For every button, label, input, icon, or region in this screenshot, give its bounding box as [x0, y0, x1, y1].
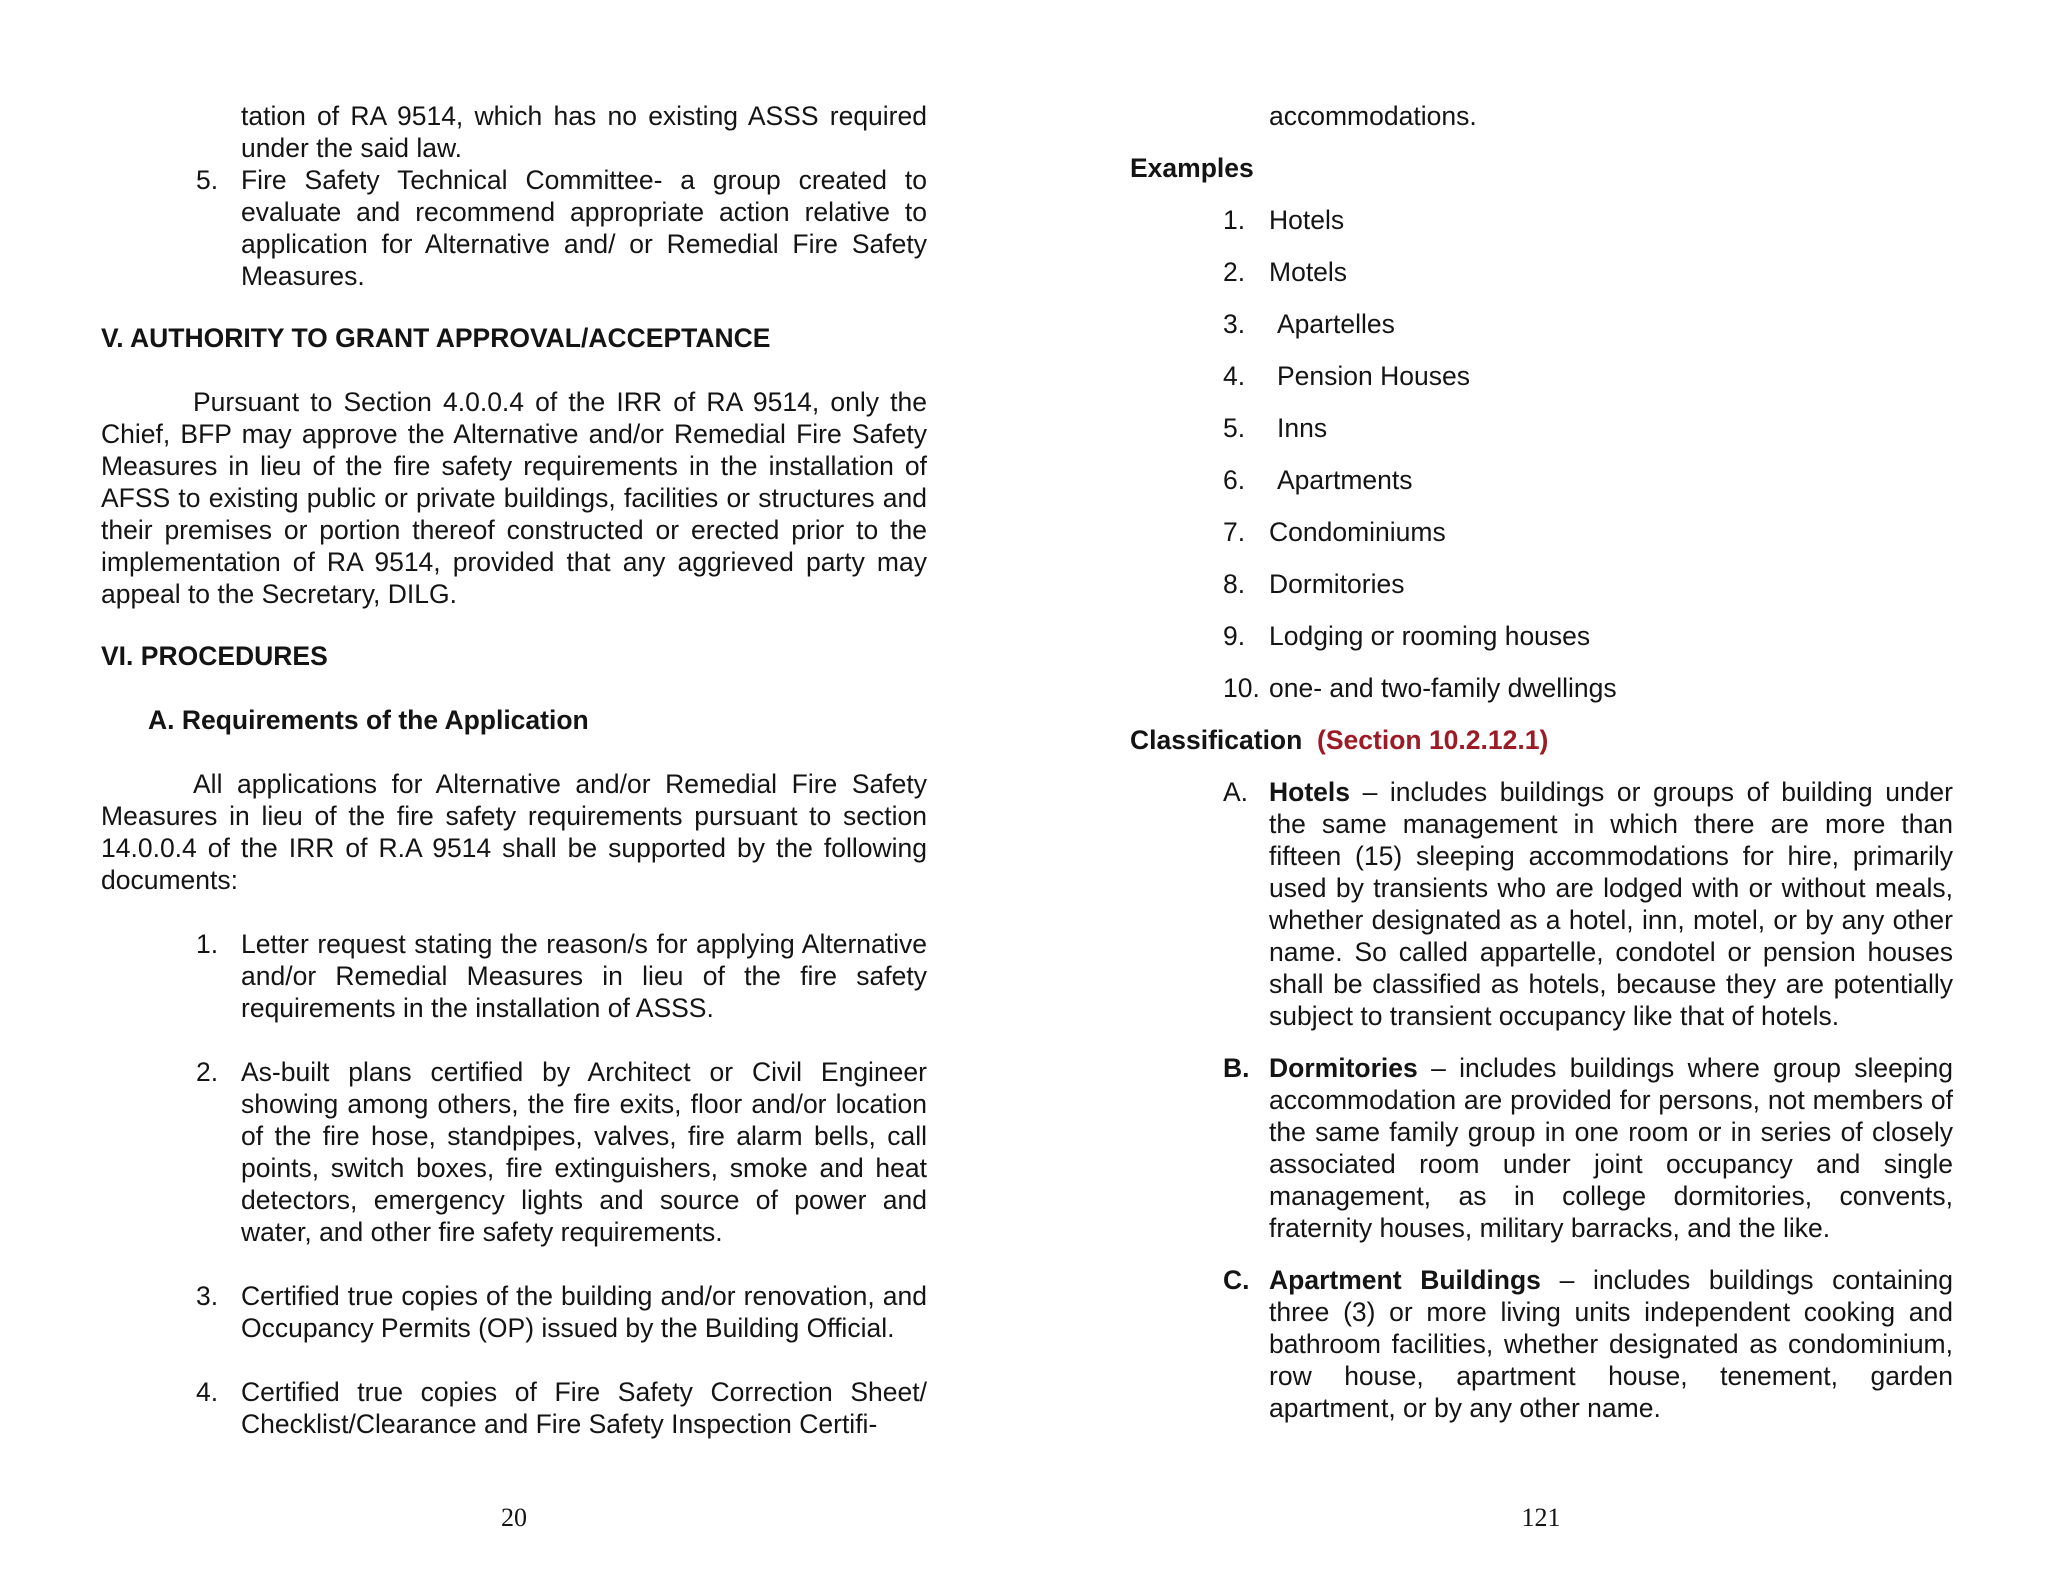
list-text: Apartelles	[1277, 309, 1395, 339]
list-item	[1130, 256, 1953, 288]
examples-list	[1130, 204, 1953, 704]
list-letter: C.	[1223, 1265, 1250, 1295]
list-text: Inns	[1277, 413, 1328, 443]
requirements-list	[101, 928, 927, 1440]
list-number: 6.	[1223, 465, 1246, 495]
list-number: 2.	[196, 1057, 219, 1087]
list-text: Letter request stating the reason/s for applying Alternative and/or Remedial Measures in lieu of the fire safety requirements in the installation of ASSS.	[241, 929, 927, 1023]
class-term: Apartment Buildings	[1269, 1265, 1541, 1295]
classification-item	[1130, 1264, 1953, 1424]
list-number: 4.	[196, 1377, 219, 1407]
list-text: Dormitories	[1269, 569, 1405, 599]
subsection-a-heading: A. Requirements of the Application	[148, 705, 589, 735]
class-description: – includes buildings or groups of building under the same management in which there are more than fifteen (15) sleeping accommodations for hire, primarily used by transients who are lodged with or without meals, whether designated as a hotel, inn, motel, or by any other name. So called appartelle, condotel or pension houses shall be classified as hotels, because they are potentially subject to transient occupancy like that of hotels.	[1269, 777, 1953, 1031]
list-number: 8.	[1223, 569, 1246, 599]
list-item	[1130, 672, 1953, 704]
carryover-text: accommodations.	[1269, 101, 1477, 131]
list-item-5	[101, 164, 927, 292]
list-item	[101, 1280, 927, 1344]
list-number: 2.	[1223, 257, 1246, 287]
class-term: Hotels	[1269, 777, 1350, 807]
list-item	[1130, 464, 1953, 496]
section-v-paragraph: Pursuant to Section 4.0.0.4 of the IRR of RA 9514, only the Chief, BFP may approve the Alternative and/or Remedial Fire Safety Measures in lieu of the fire safety requirements in the installation of AFSS to existing public or private buildings, facilities or structures and their premises or portion thereof constructed or erected prior to the implementation of RA 9514, provided that any aggrieved party may appeal to the Secretary, DILG.	[101, 387, 927, 609]
list-number: 1.	[196, 929, 219, 959]
list-item	[1130, 308, 1953, 340]
list-item	[101, 1056, 927, 1248]
section-vi-heading: VI. PROCEDURES	[101, 641, 328, 671]
section-v-heading: V. AUTHORITY TO GRANT APPROVAL/ACCEPTANCE	[101, 323, 771, 353]
left-page	[101, 100, 927, 1440]
list-item	[101, 928, 927, 1024]
classification-item	[1130, 776, 1953, 1032]
list-text: Pension Houses	[1277, 361, 1470, 391]
classification-list	[1130, 776, 1953, 1424]
class-description: – includes buildings where group sleeping accommodation are provided for persons, not members of the same family group in one room or in series of closely associated room under joint occupancy and single management, as in college dormitories, convents, fraternity houses, military barracks, and the like.	[1269, 1053, 1953, 1243]
list-item	[1130, 204, 1953, 236]
page-number-right: 121	[1521, 1503, 1561, 1532]
list-item	[1130, 620, 1953, 652]
classification-item	[1130, 1052, 1953, 1244]
list-text: Certified true copies of Fire Safety Correction Sheet/ Checklist/Clearance and Fire Safety Inspection Certifi-	[241, 1377, 927, 1439]
class-term: Dormitories	[1269, 1053, 1418, 1083]
list-text: one- and two-family dwellings	[1269, 673, 1617, 703]
list-item	[1130, 360, 1953, 392]
page-number-left: 20	[501, 1503, 527, 1532]
examples-heading: Examples	[1130, 153, 1254, 183]
list-number: 9.	[1223, 621, 1246, 651]
list-number: 3.	[196, 1281, 219, 1311]
carryover-text: tation of RA 9514, which has no existing ASSS required under the said law.	[241, 101, 927, 163]
right-page	[1130, 100, 1953, 1424]
list-text: Certified true copies of the building and/or renovation, and Occupancy Permits (OP) issued by the Building Official.	[241, 1281, 927, 1343]
list-letter: B.	[1223, 1053, 1250, 1083]
class-description: – includes buildings containing three (3) or more living units independent cooking and bathroom facilities, whether designated as condominium, row house, apartment house, tenement, garden apartment, or by any other name.	[1269, 1265, 1953, 1423]
list-text: Motels	[1269, 257, 1348, 287]
list-number: 10.	[1223, 673, 1260, 703]
list-item	[101, 1376, 927, 1440]
list-letter: A.	[1223, 777, 1249, 807]
list-text: Fire Safety Technical Committee- a group created to evaluate and recommend appropriate action relative to application for Alternative and/ or Remedial Fire Safety Measures.	[241, 165, 927, 291]
list-text: Lodging or rooming houses	[1269, 621, 1591, 651]
list-text: Condominiums	[1269, 517, 1446, 547]
list-text: As-built plans certified by Architect or Civil Engineer showing among others, the fire exits, floor and/or location of the fire hose, standpipes, valves, fire alarm bells, call points, switch boxes, fire extinguishers, smoke and heat detectors, emergency lights and source of power and water, and other fire safety requirements.	[241, 1057, 927, 1247]
list-item	[1130, 568, 1953, 600]
requirements-paragraph: All applications for Alternative and/or Remedial Fire Safety Measures in lieu of the fire safety requirements pursuant to section 14.0.0.4 of the IRR of R.A 9514 shall be supported by the following documents:	[101, 769, 927, 895]
classification-reference: (Section 10.2.12.1)	[1317, 725, 1549, 755]
list-item	[1130, 412, 1953, 444]
list-number: 3.	[1223, 309, 1246, 339]
list-number: 5.	[196, 165, 219, 195]
list-number: 1.	[1223, 205, 1246, 235]
list-item	[1130, 516, 1953, 548]
list-text: Apartments	[1277, 465, 1413, 495]
classification-title: Classification	[1130, 725, 1303, 755]
classification-heading	[1130, 724, 1953, 756]
list-number: 4.	[1223, 361, 1246, 391]
list-text: Hotels	[1269, 205, 1345, 235]
list-number: 7.	[1223, 517, 1246, 547]
list-number: 5.	[1223, 413, 1246, 443]
